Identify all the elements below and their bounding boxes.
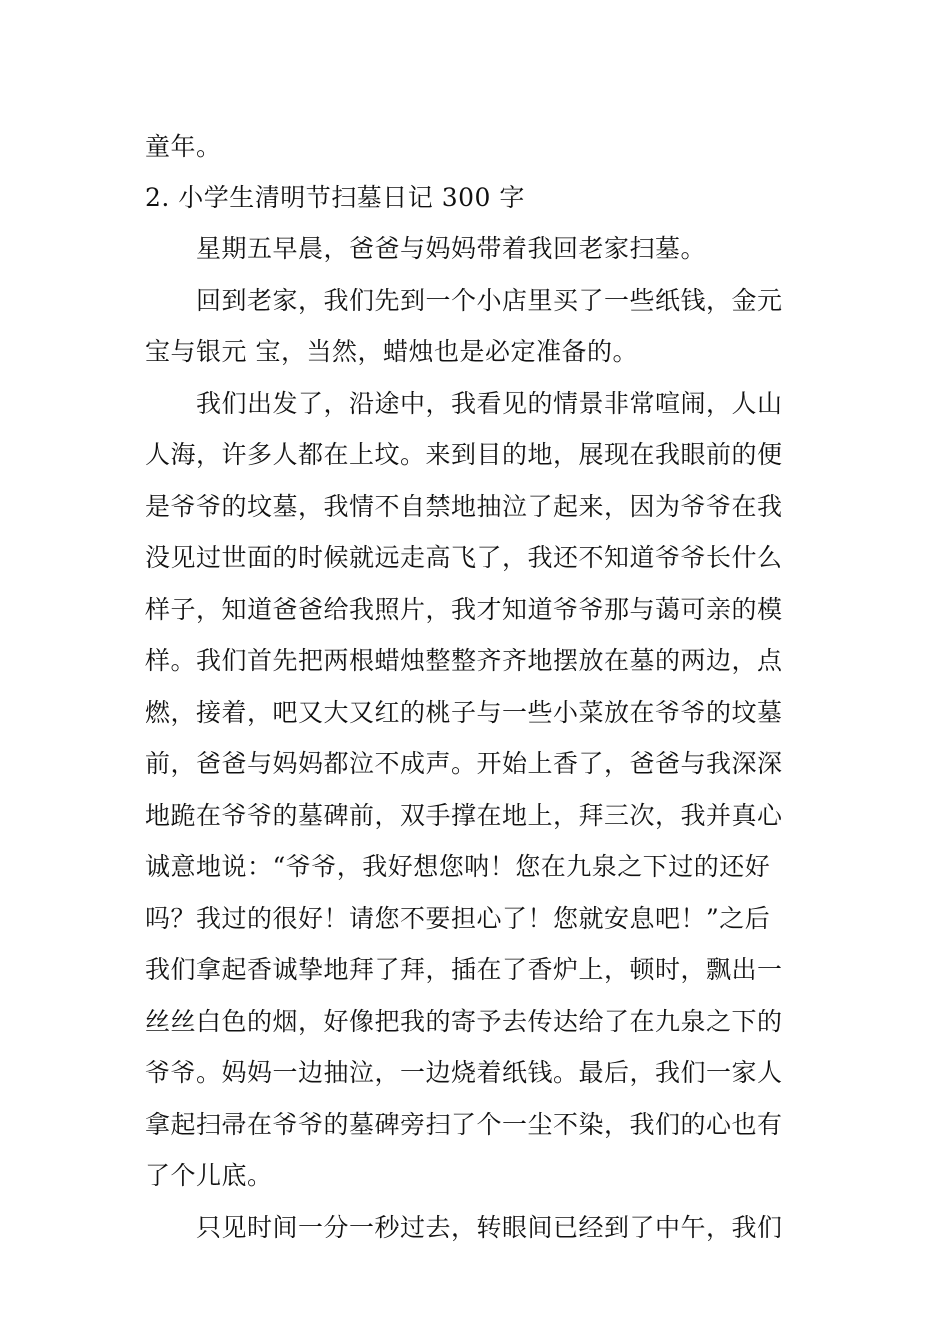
paragraph-3-line-5: 样子，知道爸爸给我照片，我才知道爷爷那与蔼可亲的模 <box>145 595 783 624</box>
paragraph-3-line-9: 地跪在爷爷的墓碑前，双手撑在地上，拜三次，我并真心 <box>145 801 783 830</box>
paragraph-3-line-14: 爷爷。妈妈一边抽泣，一边烧着纸钱。最后，我们一家人 <box>145 1058 783 1087</box>
paragraph-3-line-11: 吗？我过的很好！请您不要担心了！您就安息吧！”之后 <box>145 904 771 933</box>
paragraph-3-line-10: 诚意地说：“爷爷，我好想您呐！您在九泉之下过的还好 <box>145 852 771 881</box>
paragraph-3-line-16: 了个儿底。 <box>145 1161 273 1190</box>
paragraph-3-line-7: 燃，接着，吧又大又红的桃子与一些小菜放在爷爷的坟墓 <box>145 698 783 727</box>
paragraph-3-line-2: 人海，许多人都在上坟。来到目的地，展现在我眼前的便 <box>145 440 783 469</box>
paragraph-3-line-1: 我们出发了，沿途中，我看见的情景非常喧闹，人山 <box>196 389 783 418</box>
paragraph-4-line-1: 只见时间一分一秒过去，转眼间已经到了中午，我们 <box>196 1213 783 1242</box>
paragraph-3-line-6: 样。我们首先把两根蜡烛整整齐齐地摆放在墓的两边，点 <box>145 646 783 675</box>
paragraph-2-line-1: 回到老家，我们先到一个小店里买了一些纸钱，金元 <box>196 286 783 315</box>
section-title: 2. 小学生清明节扫墓日记 300 字 <box>145 183 525 212</box>
previous-paragraph-ending: 童年。 <box>145 132 222 161</box>
paragraph-3-line-12: 我们拿起香诚挚地拜了拜，插在了香炉上，顿时，飘出一 <box>145 955 783 984</box>
paragraph-3-line-4: 没见过世面的时候就远走高飞了，我还不知道爷爷长什么 <box>145 543 783 572</box>
paragraph-2-line-2: 宝与银元 宝，当然，蜡烛也是必定准备的。 <box>145 337 638 366</box>
paragraph-3-line-15: 拿起扫帚在爷爷的墓碑旁扫了个一尘不染，我们的心也有 <box>145 1110 783 1139</box>
paragraph-3-line-8: 前，爸爸与妈妈都泣不成声。开始上香了，爸爸与我深深 <box>145 749 783 778</box>
paragraph-3-line-13: 丝丝白色的烟，好像把我的寄予去传达给了在九泉之下的 <box>145 1007 783 1036</box>
paragraph-1-line-1: 星期五早晨，爸爸与妈妈带着我回老家扫墓。 <box>196 234 707 263</box>
paragraph-3-line-3: 是爷爷的坟墓，我情不自禁地抽泣了起来，因为爷爷在我 <box>145 492 783 521</box>
